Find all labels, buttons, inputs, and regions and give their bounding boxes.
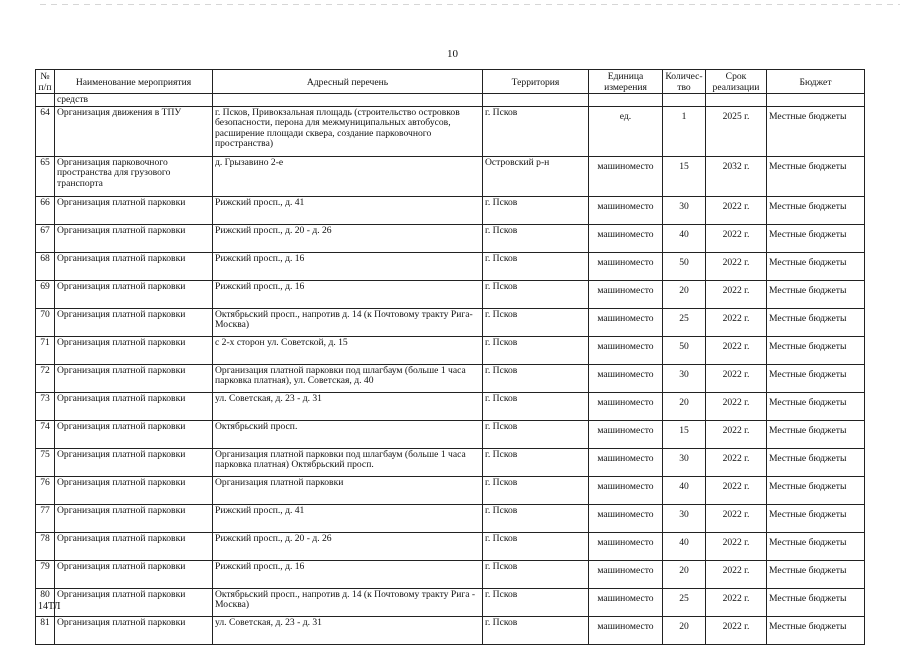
header-term: Срок реализации — [706, 70, 767, 94]
cell-unit: машиноместо — [589, 156, 663, 196]
cell-budget: Местные бюджеты — [767, 364, 865, 392]
cell-term: 2022 г. — [706, 420, 767, 448]
cell-address: Октябрьский просп., напротив д. 14 (к Почтовому тракту Рига-Москва) — [213, 308, 483, 336]
cell-name: Организация парковочного пространства для грузового транспорта — [55, 156, 213, 196]
cell-budget: Местные бюджеты — [767, 616, 865, 644]
cell-address: с 2-х сторон ул. Советской, д. 15 — [213, 336, 483, 364]
cell-name: Организация платной парковки — [55, 504, 213, 532]
cell-num: 73 — [36, 392, 55, 420]
cell-term: 2022 г. — [706, 392, 767, 420]
cell-budget: Местные бюджеты — [767, 106, 865, 156]
cell-name: Организация платной парковки — [55, 364, 213, 392]
cell-num: 66 — [36, 196, 55, 224]
cell-term: 2022 г. — [706, 252, 767, 280]
cell-address: ул. Советская, д. 23 - д. 31 — [213, 392, 483, 420]
cell-qty: 15 — [663, 156, 706, 196]
cell-num: 70 — [36, 308, 55, 336]
cell-budget: Местные бюджеты — [767, 504, 865, 532]
cell-budget: Местные бюджеты — [767, 588, 865, 616]
cell-address: Организация платной парковки под шлагбаум (больше 1 часа парковка платная), ул. Советская, д. 40 — [213, 364, 483, 392]
cell-num: 79 — [36, 560, 55, 588]
cell-qty: 25 — [663, 588, 706, 616]
table-row — [36, 588, 865, 616]
cell-name: Организация платной парковки — [55, 392, 213, 420]
cell-address: Рижский просп., д. 41 — [213, 196, 483, 224]
cell-term: 2022 г. — [706, 224, 767, 252]
continuation-text: средств — [55, 94, 213, 107]
table-row — [36, 280, 865, 308]
cell-qty: 1 — [663, 106, 706, 156]
cell-qty: 40 — [663, 224, 706, 252]
cell-address: г. Псков, Привокзальная площадь (строительство островков безопасности, перона для межмуниципальных автобусов, расширение площади сквера, создание парковочного пространства) — [213, 106, 483, 156]
cell-num: 81 — [36, 616, 55, 644]
cell-qty: 50 — [663, 252, 706, 280]
cell-territory: г. Псков — [483, 336, 589, 364]
cell-unit: машиноместо — [589, 308, 663, 336]
header-name: Наименование мероприятия — [55, 70, 213, 94]
cell-budget: Местные бюджеты — [767, 280, 865, 308]
cell-name: Организация платной парковки — [55, 420, 213, 448]
table-row — [36, 364, 865, 392]
header-qty: Количес-тво — [663, 70, 706, 94]
cell-num: 77 — [36, 504, 55, 532]
cell-budget: Местные бюджеты — [767, 336, 865, 364]
cell-qty: 30 — [663, 448, 706, 476]
cell-name: Организация платной парковки — [55, 224, 213, 252]
cell-unit: машиноместо — [589, 420, 663, 448]
page-number: 10 — [447, 48, 458, 60]
table-row — [36, 392, 865, 420]
cell-territory: г. Псков — [483, 196, 589, 224]
header-territory: Территория — [483, 70, 589, 94]
cell-budget: Местные бюджеты — [767, 476, 865, 504]
cell-address: ул. Советская, д. 23 - д. 31 — [213, 616, 483, 644]
cell-unit: машиноместо — [589, 196, 663, 224]
scan-artifact-line — [40, 4, 900, 5]
cell-num: 71 — [36, 336, 55, 364]
header-num: № п/п — [36, 70, 55, 94]
cell-territory: г. Псков — [483, 280, 589, 308]
cell-budget: Местные бюджеты — [767, 420, 865, 448]
cell-unit: машиноместо — [589, 392, 663, 420]
cell-qty: 50 — [663, 336, 706, 364]
cell-num: 68 — [36, 252, 55, 280]
cell-qty: 40 — [663, 532, 706, 560]
table-row — [36, 448, 865, 476]
cell-qty: 30 — [663, 504, 706, 532]
cell-unit: машиноместо — [589, 364, 663, 392]
cell-budget: Местные бюджеты — [767, 560, 865, 588]
table-row — [36, 224, 865, 252]
cell-unit: машиноместо — [589, 252, 663, 280]
header-address: Адресный перечень — [213, 70, 483, 94]
cell-territory: г. Псков — [483, 364, 589, 392]
cell-num: 64 — [36, 106, 55, 156]
cell-name: Организация платной парковки — [55, 560, 213, 588]
cell-name: Организация движения в ТПУ — [55, 106, 213, 156]
cell-term: 2022 г. — [706, 532, 767, 560]
footer-code: 14ТЛ — [38, 601, 61, 612]
cell-budget: Местные бюджеты — [767, 252, 865, 280]
cell-territory: г. Псков — [483, 448, 589, 476]
cell-territory: г. Псков — [483, 532, 589, 560]
cell-budget: Местные бюджеты — [767, 532, 865, 560]
cell-budget: Местные бюджеты — [767, 156, 865, 196]
cell-num: 69 — [36, 280, 55, 308]
cell-term: 2022 г. — [706, 196, 767, 224]
cell-name: Организация платной парковки — [55, 336, 213, 364]
cell-term: 2022 г. — [706, 476, 767, 504]
cell-name: Организация платной парковки — [55, 616, 213, 644]
cell-num: 78 — [36, 532, 55, 560]
cell-address: Организация платной парковки — [213, 476, 483, 504]
table-row — [36, 196, 865, 224]
cell-territory: Островский р-н — [483, 156, 589, 196]
cell-budget: Местные бюджеты — [767, 196, 865, 224]
cell-name: Организация платной парковки — [55, 196, 213, 224]
cell-qty: 20 — [663, 392, 706, 420]
cell-num: 75 — [36, 448, 55, 476]
cell-name: Организация платной парковки — [55, 532, 213, 560]
cell-territory: г. Псков — [483, 106, 589, 156]
cell-address: Рижский просп., д. 20 - д. 26 — [213, 532, 483, 560]
cell-name: Организация платной парковки — [55, 252, 213, 280]
table-row — [36, 420, 865, 448]
measures-table — [35, 69, 865, 645]
table-row — [36, 156, 865, 196]
cell-num: 67 — [36, 224, 55, 252]
cell-num: 74 — [36, 420, 55, 448]
cell-unit: ед. — [589, 106, 663, 156]
cell-term: 2022 г. — [706, 280, 767, 308]
cell-budget: Местные бюджеты — [767, 224, 865, 252]
cell-unit: машиноместо — [589, 532, 663, 560]
cell-term: 2022 г. — [706, 504, 767, 532]
cell-unit: машиноместо — [589, 560, 663, 588]
table-header-row — [36, 70, 865, 94]
cell-term: 2025 г. — [706, 106, 767, 156]
table-row — [36, 504, 865, 532]
table-row — [36, 476, 865, 504]
cell-unit: машиноместо — [589, 588, 663, 616]
cell-qty: 20 — [663, 280, 706, 308]
cell-num: 65 — [36, 156, 55, 196]
cell-unit: машиноместо — [589, 224, 663, 252]
cell-num: 76 — [36, 476, 55, 504]
cell-territory: г. Псков — [483, 588, 589, 616]
cell-qty: 20 — [663, 560, 706, 588]
cell-name: Организация платной парковки — [55, 588, 213, 616]
cell-name: Организация платной парковки — [55, 280, 213, 308]
continuation-row — [36, 94, 865, 107]
cell-territory: г. Псков — [483, 616, 589, 644]
cell-address: Рижский просп., д. 16 — [213, 252, 483, 280]
cell-term: 2022 г. — [706, 364, 767, 392]
cell-budget: Местные бюджеты — [767, 392, 865, 420]
cell-territory: г. Псков — [483, 476, 589, 504]
cell-term: 2022 г. — [706, 616, 767, 644]
cell-num: 72 — [36, 364, 55, 392]
cell-territory: г. Псков — [483, 420, 589, 448]
cell-qty: 15 — [663, 420, 706, 448]
cell-address: Октябрьский просп. — [213, 420, 483, 448]
cell-budget: Местные бюджеты — [767, 448, 865, 476]
cell-address: Рижский просп., д. 41 — [213, 504, 483, 532]
table-row — [36, 336, 865, 364]
cell-address: Рижский просп., д. 16 — [213, 560, 483, 588]
cell-unit: машиноместо — [589, 616, 663, 644]
cell-term: 2032 г. — [706, 156, 767, 196]
cell-unit: машиноместо — [589, 504, 663, 532]
cell-term: 2022 г. — [706, 336, 767, 364]
cell-unit: машиноместо — [589, 448, 663, 476]
cell-address: Организация платной парковки под шлагбаум (больше 1 часа парковка платная) Октябрьский просп. — [213, 448, 483, 476]
cell-address: д. Грызавино 2-е — [213, 156, 483, 196]
cell-qty: 40 — [663, 476, 706, 504]
cell-name: Организация платной парковки — [55, 308, 213, 336]
cell-qty: 30 — [663, 196, 706, 224]
header-budget: Бюджет — [767, 70, 865, 94]
cell-address: Рижский просп., д. 16 — [213, 280, 483, 308]
table-row — [36, 560, 865, 588]
cell-address: Рижский просп., д. 20 - д. 26 — [213, 224, 483, 252]
header-unit: Единица измерения — [589, 70, 663, 94]
cell-qty: 25 — [663, 308, 706, 336]
cell-qty: 20 — [663, 616, 706, 644]
cell-term: 2022 г. — [706, 560, 767, 588]
cell-territory: г. Псков — [483, 560, 589, 588]
table-row — [36, 252, 865, 280]
table-row — [36, 106, 865, 156]
cell-term: 2022 г. — [706, 588, 767, 616]
cell-unit: машиноместо — [589, 476, 663, 504]
cell-territory: г. Псков — [483, 224, 589, 252]
cell-num: 80 — [36, 588, 55, 616]
cell-territory: г. Псков — [483, 308, 589, 336]
cell-unit: машиноместо — [589, 336, 663, 364]
cell-unit: машиноместо — [589, 280, 663, 308]
cell-name: Организация платной парковки — [55, 476, 213, 504]
cell-term: 2022 г. — [706, 448, 767, 476]
cell-term: 2022 г. — [706, 308, 767, 336]
cell-qty: 30 — [663, 364, 706, 392]
cell-budget: Местные бюджеты — [767, 308, 865, 336]
cell-territory: г. Псков — [483, 392, 589, 420]
cell-address: Октябрьский просп., напротив д. 14 (к Почтовому тракту Рига - Москва) — [213, 588, 483, 616]
cell-territory: г. Псков — [483, 252, 589, 280]
cell-name: Организация платной парковки — [55, 448, 213, 476]
table-row — [36, 532, 865, 560]
table-row — [36, 308, 865, 336]
cell-territory: г. Псков — [483, 504, 589, 532]
